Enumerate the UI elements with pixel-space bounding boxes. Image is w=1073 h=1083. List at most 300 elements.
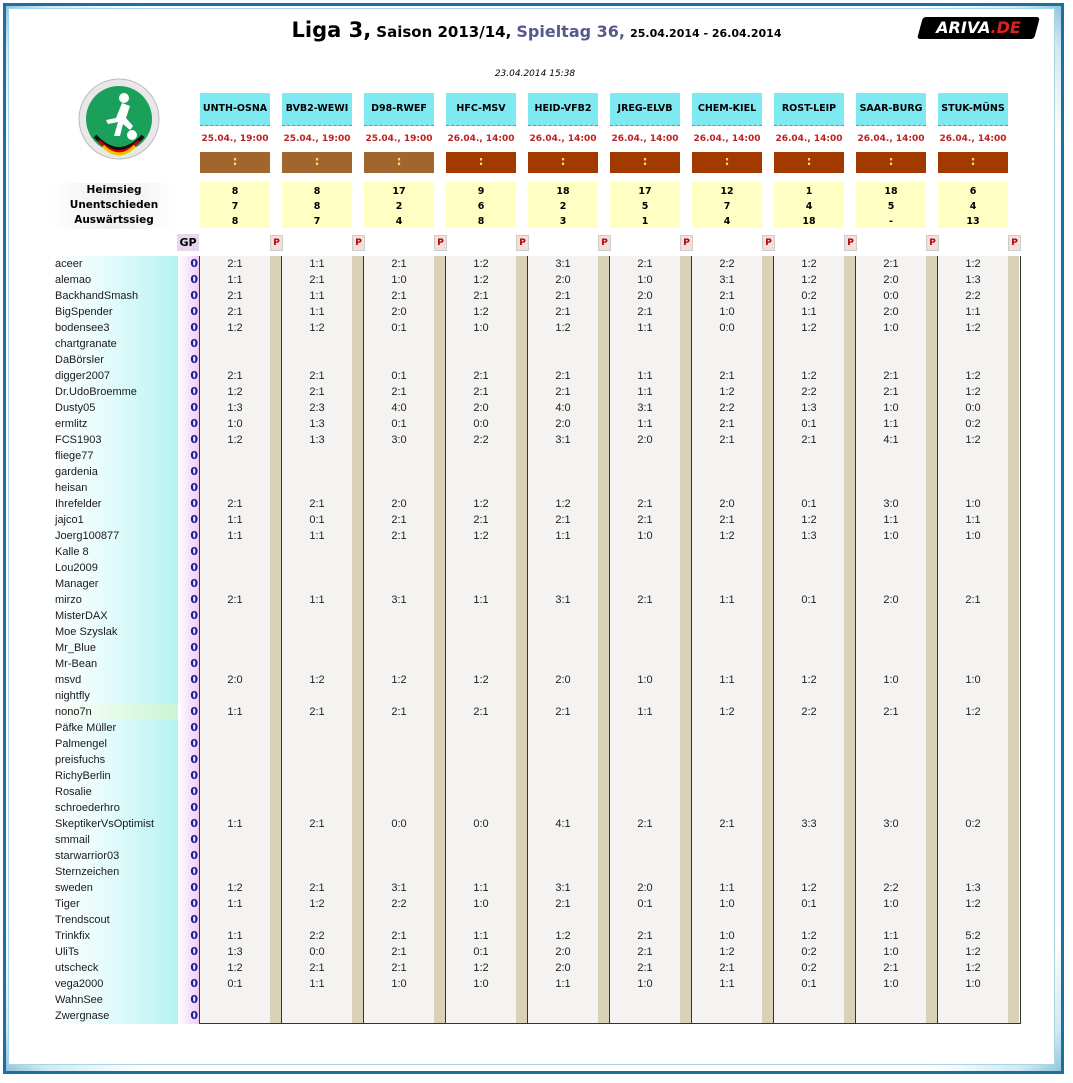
player-name[interactable]: Trinkfix: [55, 930, 91, 942]
tip-cell: [282, 608, 352, 624]
tip-cell: [774, 544, 844, 560]
stat-away: -: [889, 216, 893, 227]
gp-value: 0: [190, 769, 198, 782]
points-column: [762, 256, 773, 1024]
match-name[interactable]: D98-RWEF: [364, 93, 434, 126]
tip-cell: 1:2: [227, 322, 243, 334]
tip-cell: [692, 560, 762, 576]
tip-cell: [610, 864, 680, 880]
tip-cell: 2:2: [719, 402, 735, 414]
tip-cell: 2:0: [637, 434, 653, 446]
player-name[interactable]: alemao: [55, 274, 92, 286]
match-date: 25.04., 19:00: [200, 126, 270, 152]
tip-cell: 0:0: [473, 418, 489, 430]
tip-cell: [692, 752, 762, 768]
match-header[interactable]: [774, 93, 844, 228]
tip-cell: [200, 560, 270, 576]
tip-cell: [774, 480, 844, 496]
player-name[interactable]: ermlitz: [55, 418, 88, 430]
tip-cell: [282, 720, 352, 736]
player-name[interactable]: Moe Szyslak: [55, 626, 118, 638]
tip-cell: 1:2: [965, 386, 981, 398]
player-name[interactable]: WahnSee: [55, 994, 103, 1006]
tip-cell: 0:0: [719, 322, 735, 334]
tip-cell: [692, 688, 762, 704]
tip-cell: [856, 448, 926, 464]
player-name[interactable]: Lou2009: [55, 562, 98, 574]
tip-cell: 1:2: [473, 674, 489, 686]
player-gp: [178, 608, 200, 624]
tip-cell: [938, 640, 1008, 656]
player-name[interactable]: aceer: [55, 258, 83, 270]
tip-cell: [610, 464, 680, 480]
tip-cell: [938, 688, 1008, 704]
tip-cell: 1:1: [309, 290, 325, 302]
tip-cell: 2:0: [555, 274, 571, 286]
tip-cell: 2:1: [309, 386, 325, 398]
stat-draw: 2: [395, 201, 403, 212]
player-name[interactable]: Rosalie: [55, 786, 92, 798]
tip-cell: [528, 768, 598, 784]
player-name[interactable]: fliege77: [55, 450, 94, 462]
match-name[interactable]: CHEM-KIEL: [692, 93, 762, 126]
tip-cell: 1:2: [309, 674, 325, 686]
tip-cell: [610, 992, 680, 1008]
tip-cell: [282, 544, 352, 560]
tip-cell: 2:1: [555, 898, 571, 910]
tip-cell: 1:0: [965, 498, 981, 510]
tip-cell: 1:1: [555, 530, 571, 542]
player-name[interactable]: Ihrefelder: [55, 498, 102, 510]
player-name[interactable]: Mr-Bean: [55, 658, 98, 670]
player-gp: [178, 816, 200, 832]
player-gp: [178, 256, 200, 272]
match-name[interactable]: STUK-MÜNS: [938, 93, 1008, 126]
tip-cell: 0:1: [801, 498, 817, 510]
player-name[interactable]: RichyBerlin: [55, 770, 111, 782]
tip-cell: 1:2: [473, 306, 489, 318]
points-button[interactable]: P: [352, 235, 365, 251]
gp-value: 0: [190, 497, 198, 510]
tip-cell: [446, 336, 516, 352]
player-name[interactable]: Manager: [55, 578, 99, 590]
tip-cell: 1:1: [637, 706, 653, 718]
tip-cell: 1:1: [719, 882, 735, 894]
player-name[interactable]: mirzo: [55, 594, 82, 606]
stat-labels: [52, 183, 176, 229]
tip-cell: 2:1: [391, 290, 407, 302]
tip-cell: [282, 848, 352, 864]
tips-column: [937, 256, 1019, 1024]
player-name[interactable]: Dr.UdoBroemme: [55, 386, 137, 398]
tip-cell: 1:2: [473, 258, 489, 270]
tip-cell: 2:1: [883, 370, 899, 382]
tip-cell: 2:1: [555, 370, 571, 382]
points-button[interactable]: P: [598, 235, 611, 251]
tip-cell: [528, 864, 598, 880]
player-gp: [178, 352, 200, 368]
page-title: [0, 18, 1073, 42]
tip-cell: [446, 768, 516, 784]
tip-cell: [938, 848, 1008, 864]
match-date: 26.04., 14:00: [774, 126, 844, 152]
tip-cell: [528, 480, 598, 496]
tip-cell: 2:1: [391, 962, 407, 974]
tip-cell: [282, 784, 352, 800]
match-header[interactable]: [446, 93, 516, 228]
player-name[interactable]: Dusty05: [55, 402, 96, 414]
player-name[interactable]: schroederhro: [55, 802, 120, 814]
match-stats: [200, 182, 270, 228]
tip-cell: 1:0: [883, 530, 899, 542]
tip-cell: 2:1: [227, 498, 243, 510]
stat-home: 6: [969, 186, 977, 197]
tip-cell: [774, 560, 844, 576]
tip-cell: 3:1: [555, 434, 571, 446]
points-button[interactable]: P: [516, 235, 529, 251]
tip-cell: 1:1: [309, 978, 325, 990]
gp-value: 0: [190, 465, 198, 478]
stat-draw: 8: [313, 201, 321, 212]
tip-cell: [774, 864, 844, 880]
match-name[interactable]: UNTH-OSNA: [200, 93, 270, 126]
ariva-logo[interactable]: [917, 17, 1040, 39]
match-header[interactable]: [856, 93, 926, 228]
gp-value: 0: [190, 929, 198, 942]
player-gp: [178, 544, 200, 560]
tip-cell: [856, 624, 926, 640]
tip-cell: 2:2: [965, 290, 981, 302]
tip-cell: [692, 544, 762, 560]
player-gp: [178, 464, 200, 480]
title-matchday: Spieltag 36,: [516, 22, 625, 41]
tip-cell: [282, 688, 352, 704]
match-name[interactable]: SAAR-BURG: [856, 93, 926, 126]
tip-cell: 2:1: [719, 370, 735, 382]
tip-cell: [692, 480, 762, 496]
match-name[interactable]: BVB2-WEWI: [282, 93, 352, 126]
points-button[interactable]: P: [762, 235, 775, 251]
tip-cell: [528, 544, 598, 560]
points-column: [926, 256, 937, 1024]
points-button[interactable]: P: [926, 235, 939, 251]
tip-cell: [774, 848, 844, 864]
match-header[interactable]: [528, 93, 598, 228]
match-date: 26.04., 14:00: [528, 126, 598, 152]
match-name[interactable]: HFC-MSV: [446, 93, 516, 126]
gp-header[interactable]: GP: [177, 234, 199, 251]
match-result: :: [364, 152, 434, 173]
tip-cell: [692, 736, 762, 752]
tip-cell: 3:3: [801, 818, 817, 830]
tips-column: [691, 256, 773, 1024]
tip-cell: 0:1: [227, 978, 243, 990]
tip-cell: 1:2: [801, 930, 817, 942]
gp-value: 0: [190, 753, 198, 766]
player-name[interactable]: msvd: [55, 674, 82, 686]
tip-cell: [364, 688, 434, 704]
player-name[interactable]: bodensee3: [55, 322, 110, 334]
tip-cell: [610, 352, 680, 368]
match-header[interactable]: [364, 93, 434, 228]
tip-cell: [938, 1008, 1008, 1024]
tip-cell: 2:1: [391, 706, 407, 718]
tip-cell: [528, 640, 598, 656]
tip-cell: [200, 448, 270, 464]
league-logo-icon: [78, 78, 160, 160]
match-stats: [856, 182, 926, 228]
tip-cell: [200, 544, 270, 560]
tip-cell: 0:1: [391, 418, 407, 430]
gp-value: 0: [190, 593, 198, 606]
tip-cell: 1:2: [719, 706, 735, 718]
points-button[interactable]: P: [270, 235, 283, 251]
match-header[interactable]: [938, 93, 1008, 228]
points-column: [680, 256, 691, 1024]
tip-cell: [364, 992, 434, 1008]
tip-cell: [610, 576, 680, 592]
gp-value: 0: [190, 657, 198, 670]
tip-cell: [200, 736, 270, 752]
tip-cell: [856, 864, 926, 880]
player-name[interactable]: gardenia: [55, 466, 98, 478]
tip-cell: [692, 464, 762, 480]
tip-cell: 2:0: [719, 498, 735, 510]
tip-cell: [938, 560, 1008, 576]
player-name[interactable]: Zwergnase: [55, 1010, 110, 1022]
tip-cell: 2:1: [637, 962, 653, 974]
player-name[interactable]: utscheck: [55, 962, 99, 974]
tip-cell: [692, 864, 762, 880]
match-header[interactable]: [200, 93, 270, 228]
tip-cell: [774, 752, 844, 768]
player-name[interactable]: jajco1: [55, 514, 84, 526]
match-stats: [610, 182, 680, 228]
gp-value: 0: [190, 801, 198, 814]
tip-cell: 1:2: [965, 946, 981, 958]
player-name[interactable]: nightfly: [55, 690, 90, 702]
tip-cell: 2:1: [391, 258, 407, 270]
tip-cell: 1:0: [965, 530, 981, 542]
tip-cell: [364, 912, 434, 928]
match-stats: [528, 182, 598, 228]
tips-column: [445, 256, 527, 1024]
player-name[interactable]: chartgranate: [55, 338, 117, 350]
tip-cell: 1:2: [719, 530, 735, 542]
player-name[interactable]: SkeptikerVsOptimist: [55, 818, 155, 830]
tip-cell: [446, 688, 516, 704]
stat-away: 8: [477, 216, 485, 227]
player-gp: [178, 768, 200, 784]
stat-away: 1: [641, 216, 649, 227]
tip-cell: [856, 832, 926, 848]
player-name[interactable]: BigSpender: [55, 306, 113, 318]
tip-cell: 0:2: [801, 962, 817, 974]
tip-cell: [938, 992, 1008, 1008]
player-name[interactable]: Palmengel: [55, 738, 107, 750]
tip-cell: [446, 624, 516, 640]
tip-cell: [692, 640, 762, 656]
tip-cell: [528, 560, 598, 576]
tip-cell: [938, 624, 1008, 640]
match-name[interactable]: ROST-LEIP: [774, 93, 844, 126]
tip-cell: 3:1: [555, 594, 571, 606]
tip-cell: [282, 656, 352, 672]
tip-cell: 2:1: [637, 514, 653, 526]
match-spacer: [282, 173, 352, 182]
tip-cell: 1:0: [391, 978, 407, 990]
player-name[interactable]: preisfuchs: [55, 754, 106, 766]
player-gp: [178, 624, 200, 640]
tip-cell: [364, 736, 434, 752]
gp-value: 0: [190, 737, 198, 750]
tip-cell: 1:2: [801, 370, 817, 382]
tip-cell: [938, 800, 1008, 816]
gp-value: 0: [190, 385, 198, 398]
player-name[interactable]: sweden: [55, 882, 93, 894]
player-gp: [178, 416, 200, 432]
player-name[interactable]: starwarrior03: [55, 850, 120, 862]
player-gp: [178, 448, 200, 464]
player-name[interactable]: DaBörsler: [55, 354, 104, 366]
tip-cell: 0:0: [965, 402, 981, 414]
points-button[interactable]: P: [844, 235, 857, 251]
tip-cell: [692, 992, 762, 1008]
player-name[interactable]: Trendscout: [55, 914, 110, 926]
stat-home: 17: [638, 186, 652, 197]
points-button[interactable]: P: [1008, 235, 1021, 251]
tip-cell: [610, 784, 680, 800]
match-header[interactable]: [610, 93, 680, 228]
tip-cell: [774, 832, 844, 848]
tip-cell: [446, 608, 516, 624]
tip-cell: 2:2: [391, 898, 407, 910]
gp-value: 0: [190, 433, 198, 446]
tip-cell: [528, 448, 598, 464]
points-button[interactable]: P: [434, 235, 447, 251]
player-name[interactable]: Sternzeichen: [55, 866, 120, 878]
match-spacer: [446, 173, 516, 182]
player-name[interactable]: Kalle 8: [55, 546, 89, 558]
grid-right-line: [1020, 256, 1021, 1024]
tip-cell: [446, 560, 516, 576]
tip-cell: [528, 752, 598, 768]
tip-cell: 4:0: [555, 402, 571, 414]
tip-cell: 2:1: [309, 818, 325, 830]
gp-value: 0: [190, 689, 198, 702]
player-name[interactable]: digger2007: [55, 370, 111, 382]
player-name[interactable]: smmail: [55, 834, 90, 846]
tip-cell: 2:2: [473, 434, 489, 446]
tip-cell: 1:0: [965, 978, 981, 990]
tip-cell: 1:1: [309, 594, 325, 606]
stat-home: 12: [720, 186, 734, 197]
player-name[interactable]: Päfke Müller: [55, 722, 117, 734]
tip-cell: 0:1: [801, 594, 817, 606]
tip-cell: 2:1: [637, 594, 653, 606]
tip-cell: [856, 912, 926, 928]
player-name[interactable]: MisterDAX: [55, 610, 108, 622]
match-date: 26.04., 14:00: [938, 126, 1008, 152]
match-result: :: [446, 152, 516, 173]
match-stats: [774, 182, 844, 228]
tip-cell: [282, 832, 352, 848]
gp-column: [178, 256, 200, 1024]
player-gp: [178, 784, 200, 800]
points-column: [434, 256, 445, 1024]
tip-cell: [282, 912, 352, 928]
tip-cell: 2:0: [227, 674, 243, 686]
tip-cell: [774, 992, 844, 1008]
tip-cell: [774, 448, 844, 464]
match-result: :: [610, 152, 680, 173]
match-header[interactable]: [282, 93, 352, 228]
tip-cell: [610, 832, 680, 848]
tip-cell: 1:2: [965, 706, 981, 718]
match-name[interactable]: JREG-ELVB: [610, 93, 680, 126]
stat-home: 8: [231, 186, 239, 197]
tip-cell: [856, 1008, 926, 1024]
stat-home: 9: [477, 186, 485, 197]
player-name[interactable]: nono7n: [52, 704, 181, 720]
tip-cell: [364, 1008, 434, 1024]
tip-cell: 0:1: [391, 322, 407, 334]
match-spacer: [528, 173, 598, 182]
stat-away: 4: [723, 216, 731, 227]
player-name[interactable]: Mr_Blue: [55, 642, 96, 654]
tip-cell: [528, 464, 598, 480]
tip-cell: [528, 912, 598, 928]
tip-cell: [446, 448, 516, 464]
tip-cell: 2:1: [637, 818, 653, 830]
tip-cell: 0:0: [391, 818, 407, 830]
match-header[interactable]: [692, 93, 762, 228]
player-name[interactable]: heisan: [55, 482, 88, 494]
player-name[interactable]: vega2000: [55, 978, 104, 990]
tip-cell: [856, 544, 926, 560]
gp-value: 0: [190, 513, 198, 526]
tip-cell: 1:1: [555, 978, 571, 990]
tip-cell: 4:1: [883, 434, 899, 446]
player-name[interactable]: Tiger: [55, 898, 80, 910]
player-name[interactable]: Joerg100877: [55, 530, 120, 542]
gp-value: 0: [190, 417, 198, 430]
points-button[interactable]: P: [680, 235, 693, 251]
tip-cell: [774, 688, 844, 704]
tip-cell: [856, 464, 926, 480]
gp-value: 0: [190, 897, 198, 910]
tip-cell: 1:1: [883, 514, 899, 526]
tip-cell: 1:0: [637, 674, 653, 686]
tip-cell: 3:1: [719, 274, 735, 286]
tip-cell: 0:1: [473, 946, 489, 958]
tip-cell: 3:1: [555, 882, 571, 894]
tip-cell: [938, 864, 1008, 880]
player-name[interactable]: BackhandSmash: [55, 290, 139, 302]
player-gp: [178, 496, 200, 512]
tip-cell: 1:1: [637, 370, 653, 382]
player-name[interactable]: UliTs: [55, 946, 79, 958]
tip-cell: 1:2: [965, 370, 981, 382]
match-name[interactable]: HEID-VFB2: [528, 93, 598, 126]
timestamp: 23.04.2014 15:38: [494, 69, 576, 79]
player-gp: [178, 336, 200, 352]
tip-cell: 2:1: [227, 290, 243, 302]
tip-cell: [200, 752, 270, 768]
player-name[interactable]: FCS1903: [55, 434, 102, 446]
tip-cell: [938, 576, 1008, 592]
tip-cell: 1:1: [473, 594, 489, 606]
